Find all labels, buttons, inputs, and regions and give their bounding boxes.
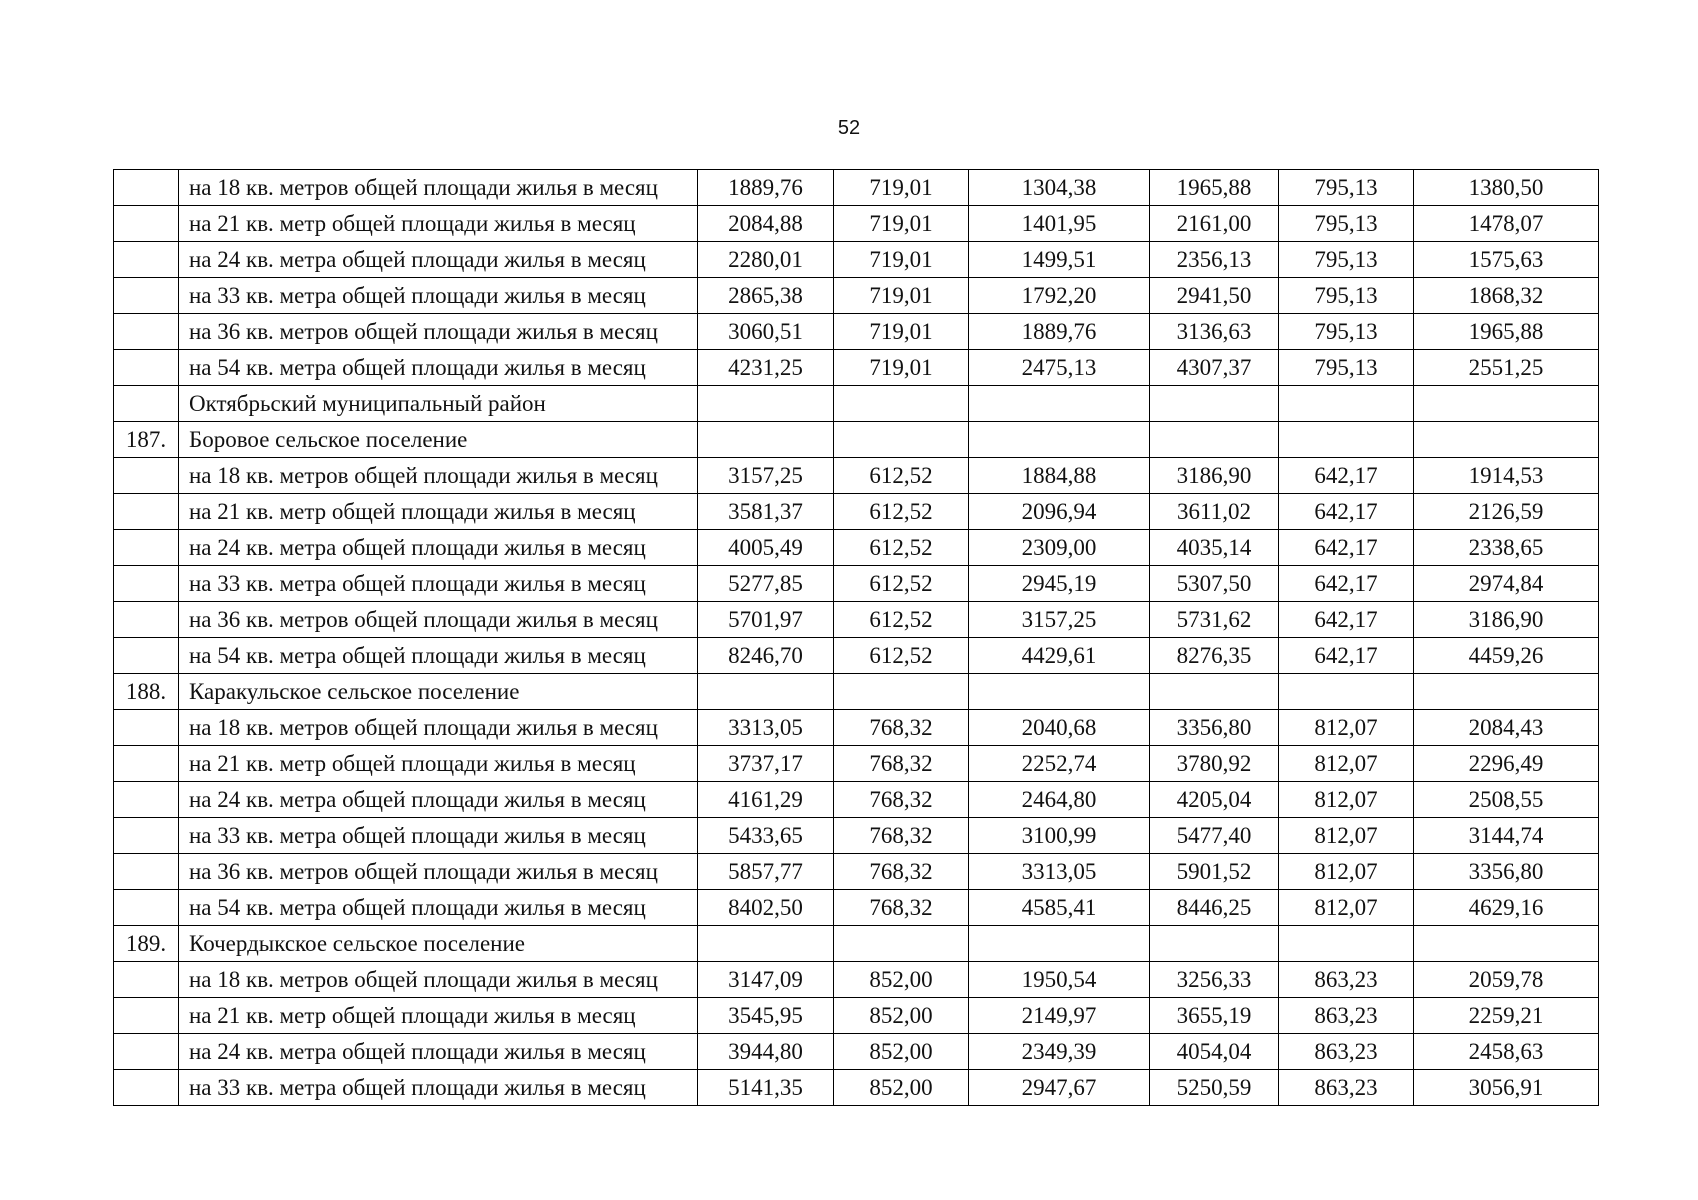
value-cell: 3611,02 <box>1150 494 1279 530</box>
row-label-cell: на 24 кв. метра общей площади жилья в месяц <box>179 242 698 278</box>
rates-table <box>113 169 1599 1106</box>
value-cell: 3136,63 <box>1150 314 1279 350</box>
value-cell: 5701,97 <box>698 602 834 638</box>
value-cell: 5250,59 <box>1150 1070 1279 1106</box>
value-cell: 2475,13 <box>969 350 1150 386</box>
value-cell: 4035,14 <box>1150 530 1279 566</box>
row-number-cell <box>114 602 179 638</box>
value-cell: 719,01 <box>834 350 969 386</box>
row-label-cell: на 33 кв. метра общей площади жилья в месяц <box>179 566 698 602</box>
row-number-cell <box>114 854 179 890</box>
row-label-cell: на 33 кв. метра общей площади жилья в месяц <box>179 818 698 854</box>
value-cell <box>698 386 834 422</box>
value-cell: 5141,35 <box>698 1070 834 1106</box>
value-cell: 4205,04 <box>1150 782 1279 818</box>
table-row <box>114 206 1599 242</box>
value-cell: 5857,77 <box>698 854 834 890</box>
value-cell: 719,01 <box>834 242 969 278</box>
table-row <box>114 566 1599 602</box>
value-cell: 4629,16 <box>1414 890 1599 926</box>
value-cell: 719,01 <box>834 314 969 350</box>
value-cell: 642,17 <box>1279 494 1414 530</box>
value-cell <box>834 422 969 458</box>
value-cell: 8402,50 <box>698 890 834 926</box>
value-cell: 1792,20 <box>969 278 1150 314</box>
value-cell: 852,00 <box>834 962 969 998</box>
value-cell: 3060,51 <box>698 314 834 350</box>
value-cell: 5307,50 <box>1150 566 1279 602</box>
table-row <box>114 494 1599 530</box>
value-cell: 2096,94 <box>969 494 1150 530</box>
value-cell <box>834 386 969 422</box>
value-cell: 3581,37 <box>698 494 834 530</box>
table-row <box>114 854 1599 890</box>
value-cell <box>698 422 834 458</box>
value-cell: 3313,05 <box>698 710 834 746</box>
table-row <box>114 782 1599 818</box>
row-label-cell: на 18 кв. метров общей площади жилья в месяц <box>179 458 698 494</box>
value-cell: 5433,65 <box>698 818 834 854</box>
value-cell: 1950,54 <box>969 962 1150 998</box>
value-cell: 3356,80 <box>1150 710 1279 746</box>
value-cell <box>698 674 834 710</box>
value-cell: 3144,74 <box>1414 818 1599 854</box>
row-number-cell <box>114 242 179 278</box>
value-cell: 1914,53 <box>1414 458 1599 494</box>
value-cell: 3944,80 <box>698 1034 834 1070</box>
row-number-cell <box>114 458 179 494</box>
value-cell: 2259,21 <box>1414 998 1599 1034</box>
table-row <box>114 674 1599 710</box>
row-number-cell <box>114 782 179 818</box>
value-cell: 1884,88 <box>969 458 1150 494</box>
row-number-cell: 187. <box>114 422 179 458</box>
value-cell: 3186,90 <box>1414 602 1599 638</box>
table-row <box>114 710 1599 746</box>
value-cell: 1965,88 <box>1150 170 1279 206</box>
value-cell: 795,13 <box>1279 170 1414 206</box>
value-cell: 642,17 <box>1279 638 1414 674</box>
value-cell: 863,23 <box>1279 998 1414 1034</box>
value-cell: 2356,13 <box>1150 242 1279 278</box>
value-cell: 8446,25 <box>1150 890 1279 926</box>
row-number-cell <box>114 530 179 566</box>
value-cell: 3313,05 <box>969 854 1150 890</box>
value-cell: 863,23 <box>1279 1034 1414 1070</box>
value-cell <box>1150 422 1279 458</box>
value-cell: 852,00 <box>834 998 969 1034</box>
value-cell: 1478,07 <box>1414 206 1599 242</box>
table-row <box>114 1034 1599 1070</box>
value-cell <box>969 926 1150 962</box>
row-number-cell <box>114 494 179 530</box>
table-row <box>114 386 1599 422</box>
row-label-cell: на 21 кв. метр общей площади жилья в месяц <box>179 998 698 1034</box>
table-row <box>114 314 1599 350</box>
row-label-cell: на 33 кв. метра общей площади жилья в месяц <box>179 278 698 314</box>
value-cell: 2464,80 <box>969 782 1150 818</box>
value-cell: 4161,29 <box>698 782 834 818</box>
row-number-cell <box>114 746 179 782</box>
table-row <box>114 1070 1599 1106</box>
table-row <box>114 422 1599 458</box>
value-cell: 642,17 <box>1279 602 1414 638</box>
table-row <box>114 818 1599 854</box>
table-row <box>114 926 1599 962</box>
value-cell: 612,52 <box>834 530 969 566</box>
value-cell: 2161,00 <box>1150 206 1279 242</box>
row-number-cell <box>114 818 179 854</box>
table-row <box>114 458 1599 494</box>
row-number-cell <box>114 386 179 422</box>
row-number-cell <box>114 314 179 350</box>
value-cell: 3056,91 <box>1414 1070 1599 1106</box>
value-cell: 1304,38 <box>969 170 1150 206</box>
value-cell <box>1150 674 1279 710</box>
row-number-cell: 189. <box>114 926 179 962</box>
row-label-cell: Октябрьский муниципальный район <box>179 386 698 422</box>
table-row <box>114 602 1599 638</box>
table-row <box>114 890 1599 926</box>
value-cell <box>1414 674 1599 710</box>
value-cell: 2059,78 <box>1414 962 1599 998</box>
row-number-cell <box>114 710 179 746</box>
value-cell: 4459,26 <box>1414 638 1599 674</box>
row-label-cell: на 33 кв. метра общей площади жилья в месяц <box>179 1070 698 1106</box>
table-row <box>114 638 1599 674</box>
row-label-cell: на 54 кв. метра общей площади жилья в месяц <box>179 890 698 926</box>
value-cell: 795,13 <box>1279 278 1414 314</box>
value-cell: 768,32 <box>834 818 969 854</box>
value-cell: 612,52 <box>834 638 969 674</box>
value-cell: 812,07 <box>1279 782 1414 818</box>
value-cell: 2974,84 <box>1414 566 1599 602</box>
value-cell: 5477,40 <box>1150 818 1279 854</box>
row-number-cell <box>114 638 179 674</box>
row-number-cell <box>114 1034 179 1070</box>
value-cell: 795,13 <box>1279 314 1414 350</box>
row-number-cell <box>114 1070 179 1106</box>
value-cell: 3157,25 <box>969 602 1150 638</box>
value-cell: 812,07 <box>1279 746 1414 782</box>
table-row <box>114 998 1599 1034</box>
row-label-cell: на 54 кв. метра общей площади жилья в месяц <box>179 350 698 386</box>
value-cell <box>834 674 969 710</box>
value-cell: 2551,25 <box>1414 350 1599 386</box>
value-cell: 3737,17 <box>698 746 834 782</box>
value-cell: 642,17 <box>1279 530 1414 566</box>
value-cell: 2296,49 <box>1414 746 1599 782</box>
value-cell <box>969 674 1150 710</box>
value-cell <box>969 422 1150 458</box>
value-cell: 2126,59 <box>1414 494 1599 530</box>
value-cell: 852,00 <box>834 1070 969 1106</box>
table-row <box>114 242 1599 278</box>
value-cell: 3256,33 <box>1150 962 1279 998</box>
table-row <box>114 746 1599 782</box>
value-cell: 2508,55 <box>1414 782 1599 818</box>
row-label-cell: на 36 кв. метров общей площади жилья в месяц <box>179 314 698 350</box>
row-label-cell: на 18 кв. метров общей площади жилья в месяц <box>179 962 698 998</box>
value-cell <box>1150 926 1279 962</box>
row-number-cell <box>114 206 179 242</box>
value-cell: 2458,63 <box>1414 1034 1599 1070</box>
value-cell: 3356,80 <box>1414 854 1599 890</box>
row-number-cell <box>114 170 179 206</box>
value-cell: 768,32 <box>834 710 969 746</box>
table-row <box>114 350 1599 386</box>
value-cell: 768,32 <box>834 890 969 926</box>
value-cell: 8246,70 <box>698 638 834 674</box>
row-label-cell: на 21 кв. метр общей площади жилья в месяц <box>179 746 698 782</box>
row-label-cell: на 36 кв. метров общей площади жилья в месяц <box>179 854 698 890</box>
value-cell: 612,52 <box>834 494 969 530</box>
value-cell: 3100,99 <box>969 818 1150 854</box>
value-cell <box>1279 674 1414 710</box>
value-cell <box>1279 422 1414 458</box>
row-number-cell <box>114 566 179 602</box>
value-cell: 2349,39 <box>969 1034 1150 1070</box>
value-cell: 612,52 <box>834 458 969 494</box>
row-number-cell <box>114 350 179 386</box>
value-cell: 642,17 <box>1279 458 1414 494</box>
row-number-cell: 188. <box>114 674 179 710</box>
row-label-cell: на 54 кв. метра общей площади жилья в месяц <box>179 638 698 674</box>
value-cell: 5901,52 <box>1150 854 1279 890</box>
value-cell: 795,13 <box>1279 206 1414 242</box>
value-cell: 2149,97 <box>969 998 1150 1034</box>
rates-table-body <box>114 170 1599 1106</box>
value-cell: 2280,01 <box>698 242 834 278</box>
value-cell <box>834 926 969 962</box>
value-cell <box>969 386 1150 422</box>
row-label-cell: на 21 кв. метр общей площади жилья в месяц <box>179 494 698 530</box>
value-cell: 2084,88 <box>698 206 834 242</box>
value-cell: 768,32 <box>834 782 969 818</box>
value-cell: 612,52 <box>834 602 969 638</box>
value-cell: 1401,95 <box>969 206 1150 242</box>
table-row <box>114 170 1599 206</box>
value-cell: 4585,41 <box>969 890 1150 926</box>
value-cell: 719,01 <box>834 206 969 242</box>
value-cell: 863,23 <box>1279 962 1414 998</box>
value-cell: 4429,61 <box>969 638 1150 674</box>
value-cell <box>698 926 834 962</box>
value-cell <box>1150 386 1279 422</box>
value-cell: 2338,65 <box>1414 530 1599 566</box>
value-cell: 812,07 <box>1279 710 1414 746</box>
value-cell: 4054,04 <box>1150 1034 1279 1070</box>
value-cell: 1575,63 <box>1414 242 1599 278</box>
value-cell: 1499,51 <box>969 242 1150 278</box>
row-label-cell: на 24 кв. метра общей площади жилья в месяц <box>179 782 698 818</box>
value-cell: 4005,49 <box>698 530 834 566</box>
row-label-cell: на 24 кв. метра общей площади жилья в месяц <box>179 530 698 566</box>
row-number-cell <box>114 890 179 926</box>
value-cell: 2084,43 <box>1414 710 1599 746</box>
value-cell: 3780,92 <box>1150 746 1279 782</box>
row-number-cell <box>114 962 179 998</box>
value-cell: 1868,32 <box>1414 278 1599 314</box>
value-cell: 1965,88 <box>1414 314 1599 350</box>
value-cell: 2309,00 <box>969 530 1150 566</box>
row-label-cell: на 18 кв. метров общей площади жилья в месяц <box>179 710 698 746</box>
value-cell: 2945,19 <box>969 566 1150 602</box>
row-label-cell: на 21 кв. метр общей площади жилья в месяц <box>179 206 698 242</box>
value-cell: 3147,09 <box>698 962 834 998</box>
value-cell: 2865,38 <box>698 278 834 314</box>
row-label-cell: Каракульское сельское поселение <box>179 674 698 710</box>
row-label-cell: Боровое сельское поселение <box>179 422 698 458</box>
value-cell: 795,13 <box>1279 350 1414 386</box>
value-cell <box>1279 926 1414 962</box>
value-cell: 768,32 <box>834 854 969 890</box>
value-cell: 1889,76 <box>969 314 1150 350</box>
value-cell: 719,01 <box>834 278 969 314</box>
value-cell: 3545,95 <box>698 998 834 1034</box>
value-cell: 4307,37 <box>1150 350 1279 386</box>
value-cell: 1889,76 <box>698 170 834 206</box>
row-label-cell: на 36 кв. метров общей площади жилья в месяц <box>179 602 698 638</box>
value-cell <box>1414 926 1599 962</box>
value-cell: 812,07 <box>1279 818 1414 854</box>
value-cell: 2941,50 <box>1150 278 1279 314</box>
value-cell: 2947,67 <box>969 1070 1150 1106</box>
value-cell: 719,01 <box>834 170 969 206</box>
value-cell <box>1279 386 1414 422</box>
row-label-cell: на 24 кв. метра общей площади жилья в месяц <box>179 1034 698 1070</box>
row-number-cell <box>114 998 179 1034</box>
row-number-cell <box>114 278 179 314</box>
table-row <box>114 962 1599 998</box>
value-cell: 8276,35 <box>1150 638 1279 674</box>
value-cell: 2040,68 <box>969 710 1150 746</box>
value-cell: 795,13 <box>1279 242 1414 278</box>
value-cell: 812,07 <box>1279 854 1414 890</box>
value-cell: 612,52 <box>834 566 969 602</box>
value-cell: 3186,90 <box>1150 458 1279 494</box>
value-cell: 1380,50 <box>1414 170 1599 206</box>
value-cell <box>1414 386 1599 422</box>
row-label-cell: на 18 кв. метров общей площади жилья в месяц <box>179 170 698 206</box>
value-cell: 5277,85 <box>698 566 834 602</box>
value-cell: 812,07 <box>1279 890 1414 926</box>
value-cell: 852,00 <box>834 1034 969 1070</box>
value-cell: 642,17 <box>1279 566 1414 602</box>
value-cell: 4231,25 <box>698 350 834 386</box>
value-cell: 5731,62 <box>1150 602 1279 638</box>
page-number: 52 <box>837 117 861 139</box>
value-cell: 3655,19 <box>1150 998 1279 1034</box>
value-cell <box>1414 422 1599 458</box>
value-cell: 3157,25 <box>698 458 834 494</box>
value-cell: 863,23 <box>1279 1070 1414 1106</box>
value-cell: 768,32 <box>834 746 969 782</box>
row-label-cell: Кочердыкское сельское поселение <box>179 926 698 962</box>
value-cell: 2252,74 <box>969 746 1150 782</box>
table-row <box>114 530 1599 566</box>
table-row <box>114 278 1599 314</box>
